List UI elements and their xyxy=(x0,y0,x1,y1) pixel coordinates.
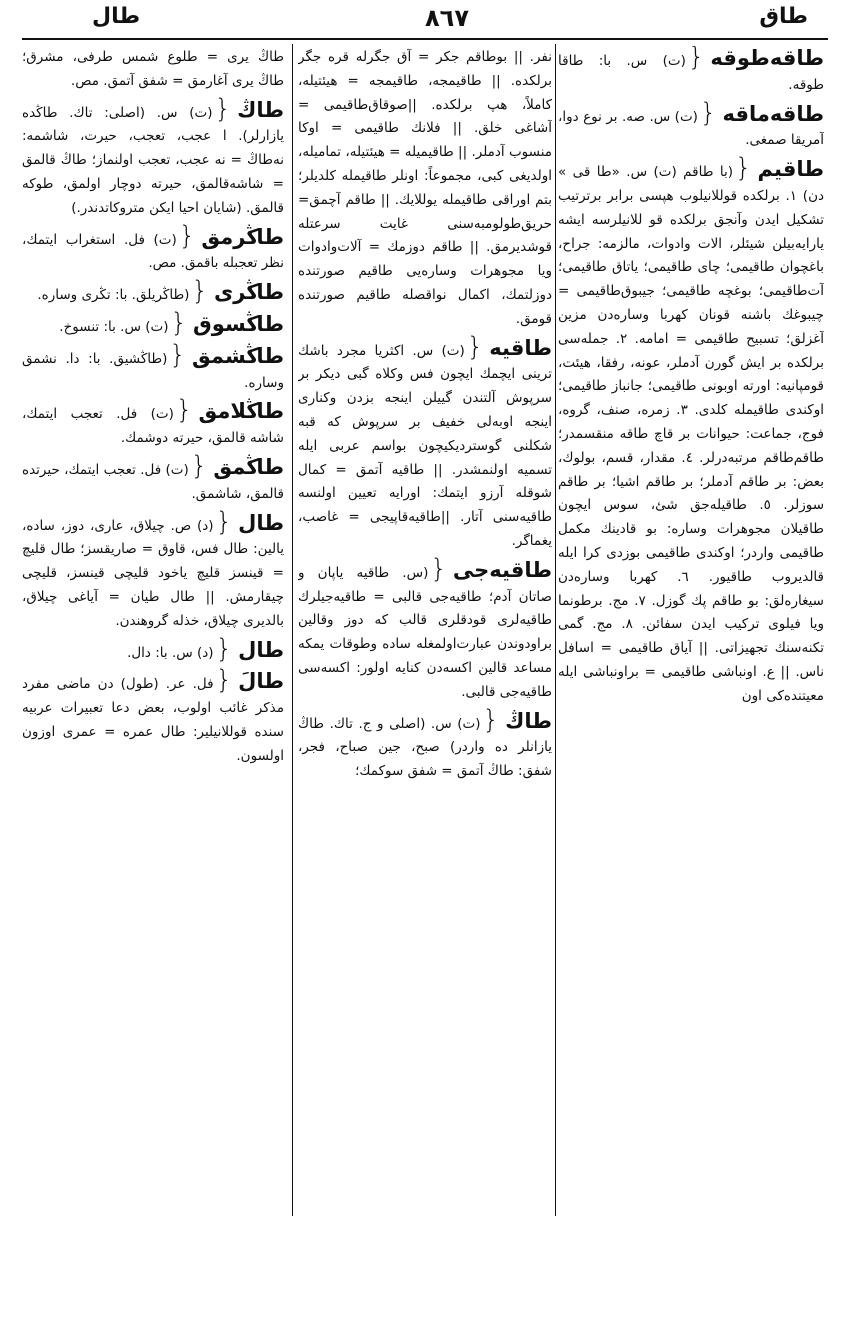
dictionary-entry xyxy=(298,331,552,554)
entry-definition: (ت) س. صه. بر نوع دوا، آمريقا صمغى. xyxy=(558,108,824,149)
brace-glyph: { xyxy=(482,704,500,735)
entry-headword: طاڭرى xyxy=(214,280,284,305)
dictionary-column-middle xyxy=(298,46,552,1216)
brace-glyph: { xyxy=(466,331,484,362)
dictionary-entry xyxy=(558,46,824,98)
entry-definition: (ت) س. (اصلى و ج. تاك. طاڭ يازانلر ده واردر) صبح، جين صباح، فجر، شفق: طاڭ آتمق = شفق سوكمك؛ xyxy=(298,715,552,780)
brace-glyph: { xyxy=(175,395,193,426)
dictionary-entry xyxy=(22,506,284,634)
brace-glyph: { xyxy=(214,93,232,124)
entry-definition: (س. طاقيه ياپان و صاتان آدم؛ طاقيه‌جى قالبى = طاقيه‌جيلرك طاقيه‌لرى قودقلرى قالب كه دوز وقالين براودوندن عبارت‌اولمغله ساده وطوقات يمكه مساعد قالين اكسه‌دن كنايه اولور: اكسه‌سى طاقيه‌جى قالبى. xyxy=(298,564,552,700)
entry-definition: (ت) س. با: تنسوخ. xyxy=(59,318,169,335)
dictionary-column-right xyxy=(558,46,824,1216)
page-number: ٨٦٧ xyxy=(425,4,469,32)
entry-headword: طاڭلامق xyxy=(198,399,284,424)
entry-headword: طاڭسوق xyxy=(193,311,284,336)
dictionary-entry xyxy=(22,93,284,221)
entry-headword: طال xyxy=(238,510,284,535)
column-divider xyxy=(292,44,293,1216)
entry-definition: فل. عر. (طول) دن ماضى مفرد مذكر غائب اولوب، بعض دعا تعبيرات عربيه سنده قوللانيلير: طال عمره = عمرى اوزون اولسون. xyxy=(22,676,284,764)
entry-headword: طاڭشمق xyxy=(191,343,284,368)
entry-definition: (طاڭريلق. با: تڭرى وساره. xyxy=(37,287,190,304)
brace-glyph: { xyxy=(191,276,209,307)
dictionary-column-left xyxy=(22,46,284,1216)
brace-glyph: { xyxy=(170,307,188,338)
column-divider xyxy=(555,44,556,1216)
brace-glyph: { xyxy=(215,506,233,537)
dictionary-entry xyxy=(22,276,284,308)
brace-glyph: { xyxy=(178,220,196,251)
entry-headword: طال xyxy=(238,637,284,662)
entry-definition: (ت) س. با: طاقا طوقه. xyxy=(558,53,824,93)
brace-glyph: { xyxy=(430,553,447,584)
page-header xyxy=(22,0,828,40)
entry-definition: (د) ص. چيلاق، عارى، دوز، ساده، يالين: طال فس، قاوق = صاريقسز؛ طال قليچ = قينسز قليچ ياخود قليچى قينسز، قليچى چيقارمش. || طال طيان = آياغى چيلاق، بالديرى چيلاق، خذله گروهندن. xyxy=(22,517,284,629)
entry-definition: (د) س. با: دال. xyxy=(127,644,214,661)
entry-headword: طاڭ xyxy=(237,97,284,122)
entry-definition: (با طاقم (ت) س. «طا قى » دن) ١. برلكده قوللانيلوب هپسى برابر برترتيب تشكيل ايدن وآنجق برلكده قو للانيلرسه ايشه يارايه‌بيلن شيئلر، الات وادوات، مالزمه: جراح، باغچوان طاقيمى؛ چاى طاقيمى؛ ياتاق طاقيمى؛ آت‌طاقيمى؛ بوغچه طاقيمى؛ جيبوق‌طاقيمى = چيبوغك باشنه قونان كهربا وساره‌دن مزين آغزلق؛ تسبيح طاقيمى = امامه. ٢. جمله‌سى برلكده بر ايش گورن آدملر، عونه، رفقا، هيئت، قومپانيه: اورته اوبونى طاقيمى؛ جانباز طاقيمى؛ اوكندى طاقيمله كلدى. ٣. زمره، صنف، گروه، فوج، جماعت: حيوانات بر قاچ طاقه منقسمدر؛ طاقم‌طاقم مرتبه‌درلر. ٤. مقدار، قسم، بولوك، بعض: بر طاقم آدملر؛ بر طاقم اشيا؛ بر طاقم سوزلر. ٥. طاقيله‌جق شئ، سوس ايچون طاقيلان مجوهرات وساره: بو قادينك مكمل طاقيمى واردر؛ اوكندى طاقيمى بوزدى كرا ايله قالديروب طاقيور. ٦. كهربا وساره‌دن سيغاره‌لق: بو طاقم پك گوزل. ٧. مج. برطونما ويا فيلوى تركيب ايدن سفائن. ٨. مج. گمى تكنه‌سنك تجهيزاتى. || آياق طاقيمى = اسافل ناس. || ع. اونباشى طاقيمى = براونباشى ايله معيتنده‌كى اون xyxy=(558,164,824,704)
entry-definition: (ت) فل. تعجب ايتمك، شاشه قالمق، حيرته دوشمك. xyxy=(22,406,284,447)
entry-headword: طالَ xyxy=(238,669,284,694)
dictionary-entry xyxy=(22,307,284,340)
dictionary-entry xyxy=(298,46,552,332)
entry-headword: طاقه‌ماقه xyxy=(722,101,824,126)
dictionary-entry xyxy=(22,395,284,451)
dictionary-entry xyxy=(298,553,552,705)
dictionary-entry xyxy=(22,450,284,507)
dictionary-entry xyxy=(22,220,284,277)
entry-headword: طاقه‌طوقه xyxy=(710,46,824,70)
dictionary-entry xyxy=(558,97,824,154)
dictionary-entry xyxy=(22,46,284,94)
dictionary-entry xyxy=(558,153,824,708)
brace-glyph: { xyxy=(215,665,233,696)
entry-headword: طاڭ xyxy=(505,708,552,733)
entry-headword: طاقيم xyxy=(757,157,824,182)
entry-headword: طاقيه xyxy=(489,335,552,360)
entry-definition: نفر. || بوطاقم جكر = آق جگرله قره جگر برلكده. || طاقيمجه، طاقيمجه = هيئتيله، كاملاً، هپ برلكده. ||صوقاق‌طاقيمى = آشاغى خلق. || فلانك طاقيمى = اوكا منسوب آدملر. || طاقيميله = هيئتيله، تماميله، اولديغى كبى، مجموعاً: اونلر طاقيمله كلديلر؛ بتم اوراقى طاقيمله يوللايك. || طاقم آچمق= حريق‌طولومبه‌سنى غايت سرعتله قوشديرمق. || طاقم دوزمك = آلات‌وادوات ويا مجوهرات وساره‌يى طاقيم صورتنده دوزلتمك، اكمال نواقصله طاقيم صورتنده قومق. xyxy=(298,49,552,327)
entry-definition: (ت) س. اكثريا مجرد باشك ترينى ايچمك ايچون فس وكلاه گبى ديكر بر سرپوش آلتندن گييلن اينجه بزدن وكنارى اينجه اوبه‌لى خفيف بر سرپوش كه قبه شكلنى گوسترديكيچون بواسم عربى ايله تسميه اولنمشدر. || طاقيه آتمق = كمال شوقله آرزو ايتمك: اورايه تعيين اولنسه طاقيه‌سنى آتار. ||طاقيه‌قاپيجى = غاصب، يغماگر. xyxy=(298,342,552,549)
dictionary-entry xyxy=(298,704,552,784)
brace-glyph: { xyxy=(215,633,233,664)
entry-definition: (ت) فل. تعجب ايتمك، حيرتده قالمق، شاشمق. xyxy=(22,461,284,502)
header-guide-word-right: طاق xyxy=(759,4,808,29)
entry-definition: (طاڭشيق. با: دا. نشمق وساره. xyxy=(22,350,284,391)
header-guide-word-left: طال xyxy=(92,4,141,29)
entry-definition: (ت) س. (اصلى: تاك. طاڭده يازارلر). ا عجب، تعجب، حيرت، شاشمه: نه‌طاڭ = نه عجب، تعجب اولنماز؛ طاڭ قالمق = شاشه‌قالمق، حيرته دوچار اولمق، طوكه قالمق. (شايان احيا ايكن متروكاتدندر.) xyxy=(22,104,284,216)
dictionary-entry xyxy=(22,665,284,768)
entry-headword: طاڭرمق xyxy=(201,224,284,249)
brace-glyph: { xyxy=(169,339,186,370)
dictionary-entry xyxy=(22,633,284,666)
brace-glyph: { xyxy=(734,153,752,184)
brace-glyph: { xyxy=(687,46,705,72)
entry-definition: طاڭ يرى = طلوع شمس طرفى، مشرق؛ طاڭ يرى آغارمق = شفق آتمق. مص. xyxy=(22,49,284,89)
dictionary-entry xyxy=(22,339,284,396)
entry-definition: (ت) فل. استغراب ايتمك، نظر تعجبله باقمق. مص. xyxy=(22,231,284,272)
entry-headword: طاقيه‌جى xyxy=(452,557,552,582)
brace-glyph: { xyxy=(699,97,717,128)
brace-glyph: { xyxy=(190,450,208,481)
entry-headword: طاڭمق xyxy=(213,454,284,479)
